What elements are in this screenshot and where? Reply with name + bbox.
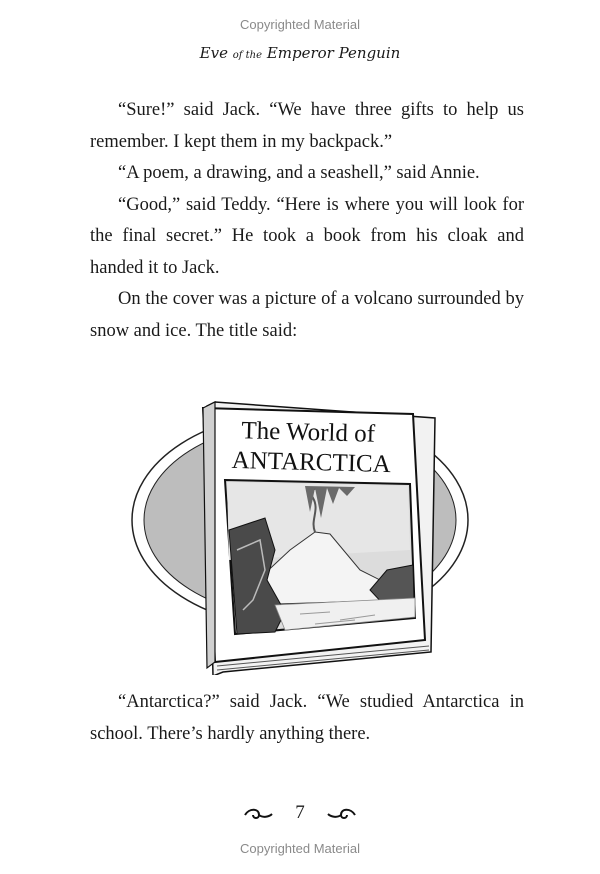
paragraph: “A poem, a drawing, and a seashell,” said Annie.: [118, 163, 480, 183]
paragraph: “Antarctica?” said Jack. “We studied Antarctica in school. There’s hardly anything there.: [90, 692, 524, 744]
running-head-part3: Emperor Penguin: [266, 44, 401, 62]
paragraph: On the cover was a picture of a volcano surrounded by snow and ice. The title said:: [90, 289, 524, 341]
page-number-ornament: [0, 800, 600, 830]
book-title-line1: The World of: [241, 417, 376, 448]
page-number: 7: [295, 802, 305, 823]
running-head-part1: Eve: [199, 44, 228, 62]
paragraph: “Good,” said Teddy. “Here is where you will look for the final secret.” He took a book from his cloak and handed it to Jack.: [90, 194, 524, 278]
body-text-top: [90, 95, 524, 347]
running-head: [0, 44, 600, 62]
paragraph: “Sure!” said Jack. “We have three gifts to help us remember. I kept them in my backpack.”: [90, 100, 524, 152]
right-swirl-icon: [327, 806, 357, 822]
body-text-bottom: [90, 687, 524, 750]
book-title-line2: ANTARCTICA: [231, 446, 392, 479]
running-head-part2: of the: [232, 50, 263, 61]
book-illustration: [125, 400, 475, 675]
copyright-watermark-top: Copyrighted Material: [240, 17, 360, 32]
copyright-watermark-bottom: Copyrighted Material: [240, 841, 360, 856]
